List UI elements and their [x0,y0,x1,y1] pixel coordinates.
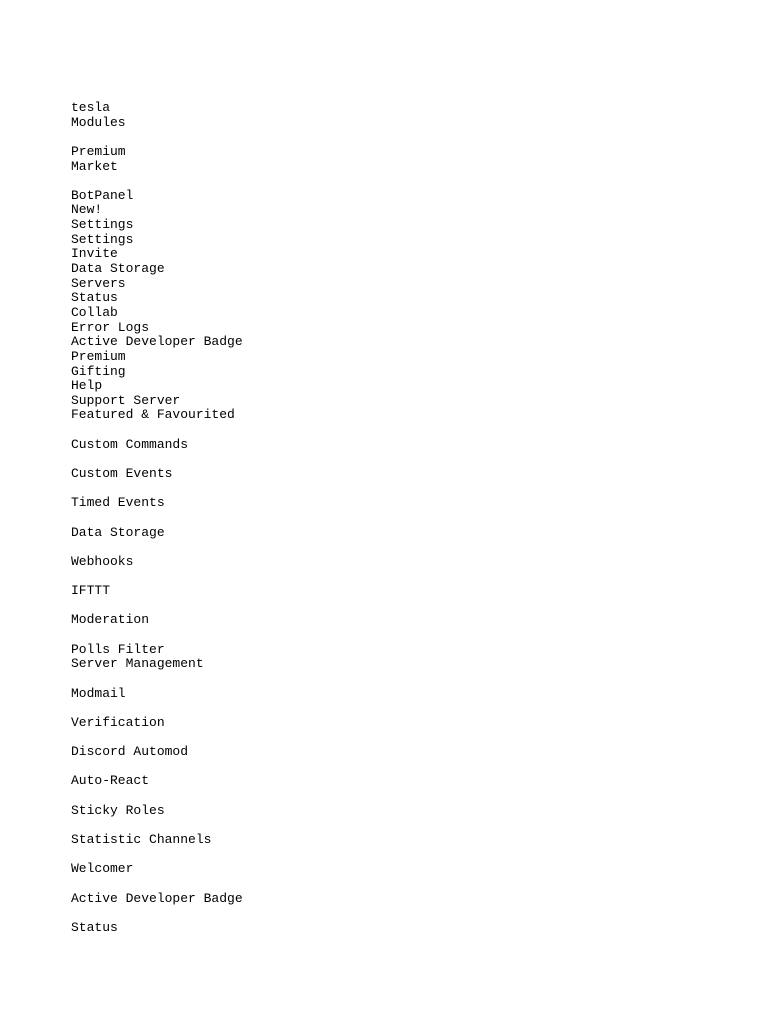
spacer [71,848,711,863]
spacer [71,789,711,804]
page-content [71,101,711,936]
botpanel-title: BotPanel [71,187,134,203]
spacer [71,423,711,438]
spacer [71,482,711,497]
spacer [71,130,711,145]
module-welcomer[interactable]: Welcomer [71,861,134,877]
spacer [71,570,711,585]
module-timed-events[interactable]: Timed Events [71,495,165,511]
module-status[interactable]: Status [71,919,118,935]
botpanel-item-settings[interactable]: Settings [71,217,134,233]
botpanel-item-data-storage[interactable]: Data Storage [71,261,165,277]
module-moderation[interactable]: Moderation [71,612,150,628]
spacer [71,701,711,716]
module-polls-filter[interactable]: Polls Filter [71,641,165,657]
bot-name[interactable]: tesla [71,100,111,115]
module-data-storage[interactable]: Data Storage [71,524,165,540]
spacer [71,731,711,746]
module-discord-automod[interactable]: Discord Automod [71,744,189,760]
module-server-management[interactable]: Server Management [71,656,204,672]
module-ifttt[interactable]: IFTTT [71,583,111,599]
botpanel-item-featured-favourited[interactable]: Featured & Favourited [71,407,235,423]
botpanel-item-servers[interactable]: Servers [71,275,126,291]
module-sticky-roles[interactable]: Sticky Roles [71,802,165,818]
module-statistic-channels[interactable]: Statistic Channels [71,832,212,848]
module-auto-react[interactable]: Auto-React [71,773,150,789]
botpanel-item-invite[interactable]: Invite [71,246,118,262]
spacer [71,540,711,555]
spacer [71,452,711,467]
botpanel-item-collab[interactable]: Collab [71,304,118,320]
spacer [71,672,711,687]
modules-link[interactable]: Modules [71,114,126,130]
spacer [71,760,711,775]
module-verification[interactable]: Verification [71,714,165,730]
botpanel-item-support-server[interactable]: Support Server [71,392,181,408]
module-modmail[interactable]: Modmail [71,685,126,701]
spacer [71,599,711,614]
botpanel-item-gifting[interactable]: Gifting [71,363,126,379]
module-active-developer-badge[interactable]: Active Developer Badge [71,890,243,906]
botpanel-item-help[interactable]: Help [71,378,103,394]
module-custom-commands[interactable]: Custom Commands [71,436,189,452]
spacer [71,511,711,526]
botpanel-item-status[interactable]: Status [71,290,118,306]
spacer [71,174,711,189]
botpanel-item-error-logs[interactable]: Error Logs [71,319,150,335]
spacer [71,818,711,833]
botpanel-item-active-developer-badge[interactable]: Active Developer Badge [71,334,243,350]
market-link[interactable]: Market [71,158,118,174]
module-webhooks[interactable]: Webhooks [71,553,134,569]
botpanel-item-settings-2[interactable]: Settings [71,231,134,247]
spacer [71,628,711,643]
module-custom-events[interactable]: Custom Events [71,466,173,482]
spacer [71,906,711,921]
spacer [71,877,711,892]
botpanel-item-premium[interactable]: Premium [71,348,126,364]
premium-link[interactable]: Premium [71,143,126,159]
new-badge: New! [71,202,103,218]
